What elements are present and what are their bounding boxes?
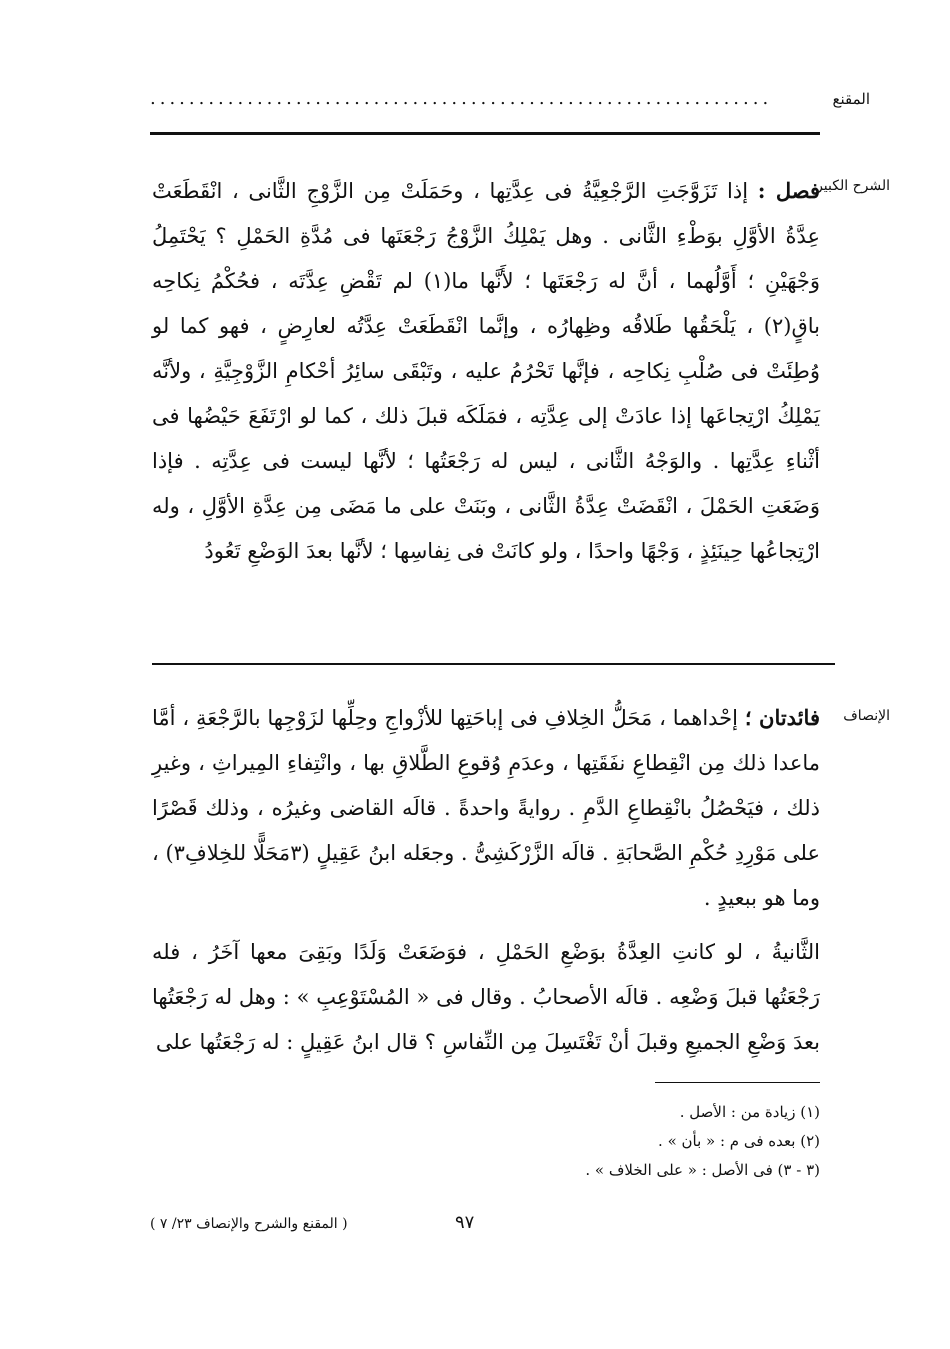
- insaf-para-2: [152, 930, 820, 1065]
- volume-reference: ( المقنع والشرح والإنصاف ٢٣/ ٧ ): [150, 1216, 348, 1232]
- footnote-2: (٢) بعده فى م : « بأن » .: [658, 1132, 820, 1150]
- insaf-para-2-text: الثَّانيةُ ، لو كانتِ العِدَّةُ بوَضْعِ الحَمْلِ ، فوَضَعَتْ وَلَدًا وبَقِىَ معها آخَرُ ، فله رَجْعَتُها قبلَ وَضْعِه . قالَه الأصحابُ . وقال فى « المُسْتَوْعِبِ » : وهل له رَجْعَتُها بعدَ وَضْعِ الجميعِ وقبلَ أنْ تَغْتَسِلَ مِن النِّفاسِ ؟ قال ابنُ عَقِيلٍ : له رَجْعَتُها على: [152, 940, 820, 1054]
- page-number: ٩٧: [455, 1212, 475, 1233]
- insaf-para-1: [152, 695, 820, 921]
- sharh-heading: فصل :: [757, 178, 820, 203]
- footnote-1: (١) زيادة من : الأصل .: [679, 1103, 820, 1121]
- insaf-heading: فائدتان ؛: [744, 705, 820, 730]
- footnotes: [585, 1098, 820, 1185]
- header-dotted-leader: ................................................................: [150, 88, 773, 109]
- footnote-rule: [655, 1082, 820, 1083]
- section-divider: [152, 663, 835, 665]
- sharh-side-label: الشرح الكبير: [816, 178, 890, 194]
- book-title-label: المقنع: [832, 90, 870, 108]
- insaf-para-1-text: إحْداهما ، مَحَلُّ الخِلافِ فى إباحَتِها للأزْواجِ وحِلِّها لزَوْجِها بالرَّجْعَةِ ، أمَّا ماعدا ذلك مِن انْقِطاعِ نفَقَتِها ، وعدَمِ وُقوعِ الطَّلاقِ بها ، وانْتِفاءِ المِيراثِ ، وغيرِ ذلك ، فيَحْصُلُ بانْقِطاعِ الدَّمِ . روايةً واحدةً . قالَه القاضى وغيرُه ، وذلك قَصْرًا على مَوْرِدِ حُكْمِ الصَّحابَةِ . قالَه الزَّرْكَشِىُّ . وجعَله ابنُ عَقِيلٍ (٣مَحَلًّا للخِلافِ٣) ، وما هو ببعيدٍ .: [152, 706, 821, 910]
- header-rule: [150, 132, 820, 135]
- footnote-3: (٣ - ٣) فى الأصل : « على الخلاف » .: [585, 1161, 820, 1179]
- sharh-text-block: [152, 168, 820, 574]
- insaf-side-label: الإنصاف: [843, 708, 890, 724]
- sharh-body: إذا تَزَوَّجَتِ الرَّجْعِيَّةُ فى عِدَّتِها ، وحَمَلَتْ مِن الزَّوْجِ الثَّانى ، انْقَطَعَتْ عِدَّةُ الأوَّلِ بوَطْءِ الثَّانى . وهل يَمْلِكُ الزَّوْجُ رَجْعَتَها فى مُدَّةِ الحَمْلِ ؟ يَحْتَمِلُ وَجْهَيْنِ ؛ أَوَّلُهما ، أنَّ له رَجْعَتَها ؛ لأَنَّها ما(١) لم تَقْضِ عِدَّتَه ، فحُكْمُ نِكاحِه باقٍ(٢) ، يَلْحَقُها طَلاقُه وظِهارُه ، وإنَّما انْقَطَعَتْ عِدَّتُه لعارِضٍ ، فهو كما لو وُطِئَتْ فى صُلْبِ نِكاحِه ، فإنَّها تَحْرُمُ عليه ، وتَبْقَى سائِرُ أحْكامِ الزَّوْجِيَّةِ ، ولأنَّه يَمْلِكُ ارْتِجاعَها إذا عادَتْ إلى عِدَّتِه ، فمَلَكَه قبلَ ذلك ، كما لو ارْتَفَعَ حَيْضُها فى أثْناءِ عِدَّتِها . والوَجْهُ الثَّانى ، ليس له رَجْعَتُها ؛ لأنَّها ليست فى عِدَّتِه . فإذا وَضَعَتِ الحَمْلَ ، انْقَضَتْ عِدَّةُ الثَّانى ، وبَنَتْ على ما مَضَى مِن عِدَّةِ الأوَّلِ ، وله ارْتِجاعُها حِينَئِذٍ ، وَجْهًا واحدًا ، ولو كانَتْ فى نِفاسِها ؛ لأنَّها بعدَ الوَضْعِ تَعُودُ: [152, 179, 820, 563]
